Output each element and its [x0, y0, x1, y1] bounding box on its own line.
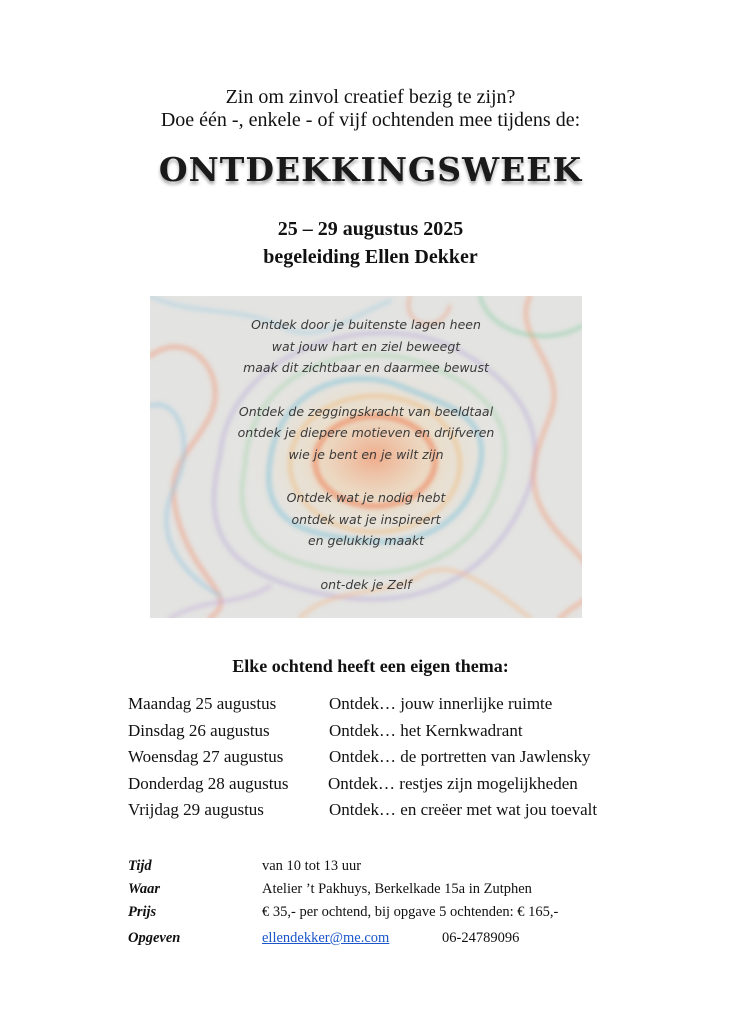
- signup-contact: [262, 930, 389, 947]
- price-value: € 35,- per ochtend, bij opgave 5 ochtenden: € 165,-: [262, 904, 559, 920]
- price-label: Prijs: [128, 904, 157, 920]
- poem-line: Ontdek door je buitenste lagen heen: [251, 317, 481, 332]
- poem-artwork: [150, 296, 582, 618]
- schedule-theme: Ontdek… de portretten van Jawlensky: [329, 747, 591, 766]
- schedule-day: Vrijdag 29 augustus: [128, 800, 264, 819]
- poem-line: wie je bent en je wilt zijn: [288, 446, 444, 462]
- phone-number: 06-24789096: [442, 930, 520, 946]
- signup-label: Opgeven: [128, 930, 181, 946]
- poem-text: [150, 314, 582, 595]
- time-value: van 10 tot 13 uur: [262, 858, 362, 874]
- intro-line-2: Doe één -, enkele - of vijf ochtenden mee tijdens de:: [160, 109, 581, 131]
- schedule-day: Donderdag 28 augustus: [128, 773, 289, 793]
- poem-line: wat jouw hart en ziel beweegt: [271, 338, 461, 354]
- event-dates: 25 – 29 augustus 2025: [277, 218, 464, 240]
- schedule-theme: Ontdek… jouw innerlijke ruimte: [329, 694, 553, 713]
- schedule-day: Dinsdag 26 augustus: [128, 720, 270, 740]
- poem-line: en gelukkig maakt: [307, 533, 425, 548]
- event-guidance: begeleiding Ellen Dekker: [263, 246, 478, 268]
- schedule-theme: Ontdek… en creëer met wat jou toevalt: [329, 800, 598, 819]
- poem-line: Ontdek de zeggingskracht van beeldtaal: [238, 403, 494, 419]
- schedule-day: Woensdag 27 augustus: [128, 747, 284, 766]
- time-label: Tijd: [128, 858, 152, 874]
- place-label: Waar: [128, 881, 160, 897]
- themes-heading: Elke ochtend heeft een eigen thema:: [232, 656, 509, 676]
- poem-closing: ont-dek je Zelf: [320, 576, 412, 592]
- intro-line-1: Zin om zinvol creatief bezig te zijn?: [225, 86, 516, 108]
- poem-line: ontdek wat je inspireert: [291, 511, 441, 527]
- schedule-theme: Ontdek… het Kernkwadrant: [329, 720, 523, 740]
- place-value: Atelier ’t Pakhuys, Berkelkade 15a in Zutphen: [262, 881, 532, 897]
- schedule-day: Maandag 25 augustus: [128, 694, 277, 713]
- poem-line: maak dit zichtbaar en daarmee bewust: [243, 360, 489, 375]
- page-title: ONTDEKKINGSWEEK: [158, 150, 583, 189]
- poem-line: ontdek je diepere motieven en drijfveren: [237, 425, 495, 440]
- schedule-theme: Ontdek… restjes zijn mogelijkheden: [328, 773, 578, 793]
- poem-line: Ontdek wat je nodig hebt: [286, 490, 446, 505]
- email-link[interactable]: ellendekker@me.com: [262, 930, 390, 946]
